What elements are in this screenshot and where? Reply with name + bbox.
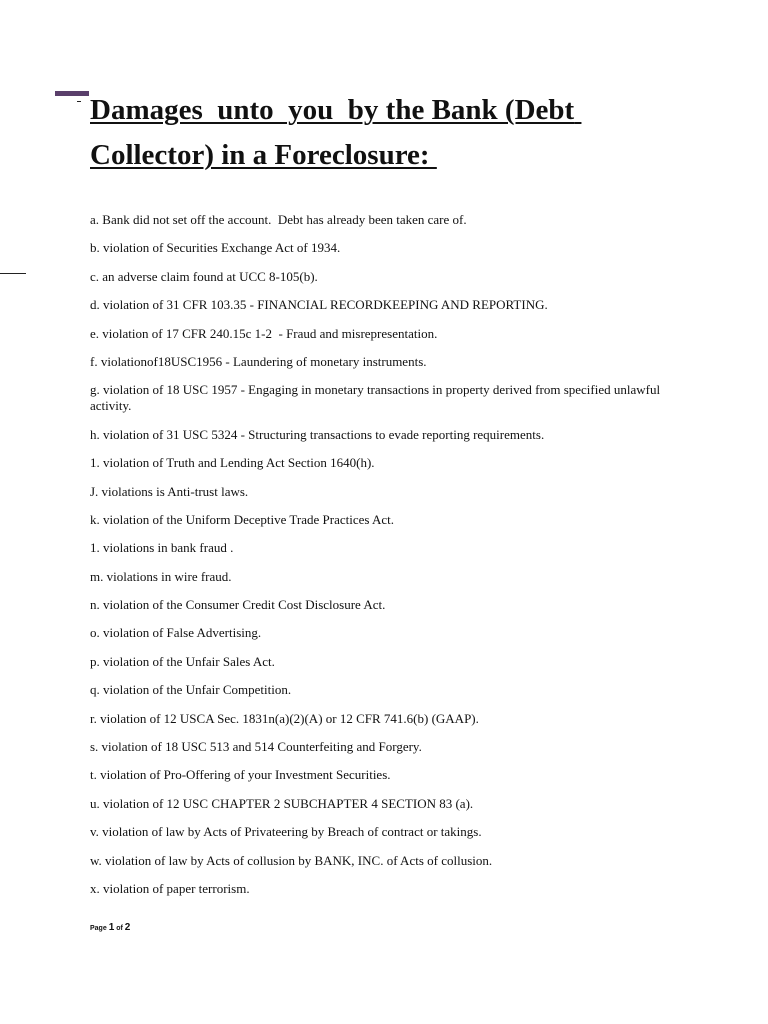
list-item: x. violation of paper terrorism. <box>90 880 250 896</box>
list-item: u. violation of 12 USC CHAPTER 2 SUBCHAPTER 4 SECTION 83 (a). <box>90 795 474 811</box>
list-item: c. an adverse claim found at UCC 8-105(b). <box>90 268 318 284</box>
list-item: 1. violations in bank fraud . <box>90 540 234 556</box>
dash-mark <box>77 101 81 102</box>
list-item: e. violation of 17 CFR 240.15c 1-2 - Fraud and misrepresentation. <box>90 325 438 341</box>
page-label: Page <box>90 925 107 932</box>
total-pages: 2 <box>124 922 131 933</box>
list-item: v. violation of law by Acts of Privateering by Breach of contract or takings. <box>90 824 482 840</box>
list-item: o. violation of False Advertising. <box>90 625 262 641</box>
list-item: k. violation of the Uniform Deceptive Trade Practices Act. <box>90 511 394 527</box>
list-item: f. violationof18USC1956 - Laundering of monetary instruments. <box>90 353 427 369</box>
list-item: t. violation of Pro-Offering of your Investment Securities. <box>90 767 391 783</box>
list-item: g. violation of 18 USC 1957 - Engaging in monetary transactions in property derived from specified unlawful activity. <box>90 382 664 414</box>
list-item: w. violation of law by Acts of collusion by BANK, INC. of Acts of collusion. <box>90 852 493 868</box>
of-label: of <box>116 925 123 932</box>
list-item: n. violation of the Consumer Credit Cost Disclosure Act. <box>90 597 386 613</box>
list-item: s. violation of 18 USC 513 and 514 Counterfeiting and Forgery. <box>90 739 422 755</box>
list-item: d. violation of 31 CFR 103.35 - FINANCIAL RECORDKEEPING AND REPORTING. <box>90 297 548 313</box>
page-footer <box>90 922 130 933</box>
list-item: J. violations is Anti-trust laws. <box>90 483 249 499</box>
list-item: p. violation of the Unfair Sales Act. <box>90 653 275 669</box>
list-item: m. violations in wire fraud. <box>90 568 232 584</box>
document-title: Damages unto you by the Bank (Debt Collector) in a Foreclosure: <box>90 94 582 171</box>
list-item: 1. violation of Truth and Lending Act Section 1640(h). <box>90 455 375 471</box>
list-item: h. violation of 31 USC 5324 - Structuring transactions to evade reporting requirements. <box>90 426 545 442</box>
margin-rule <box>0 273 26 274</box>
list-item: q. violation of the Unfair Competition. <box>90 682 292 698</box>
list-item: r. violation of 12 USCA Sec. 1831n(a)(2)(A) or 12 CFR 741.6(b) (GAAP). <box>90 710 479 726</box>
list-item: b. violation of Securities Exchange Act of 1934. <box>90 240 341 256</box>
violations-list <box>90 212 680 909</box>
page-number: 1 <box>108 922 115 933</box>
accent-bar <box>55 91 89 96</box>
list-item: a. Bank did not set off the account. Debt has already been taken care of. <box>90 212 467 227</box>
